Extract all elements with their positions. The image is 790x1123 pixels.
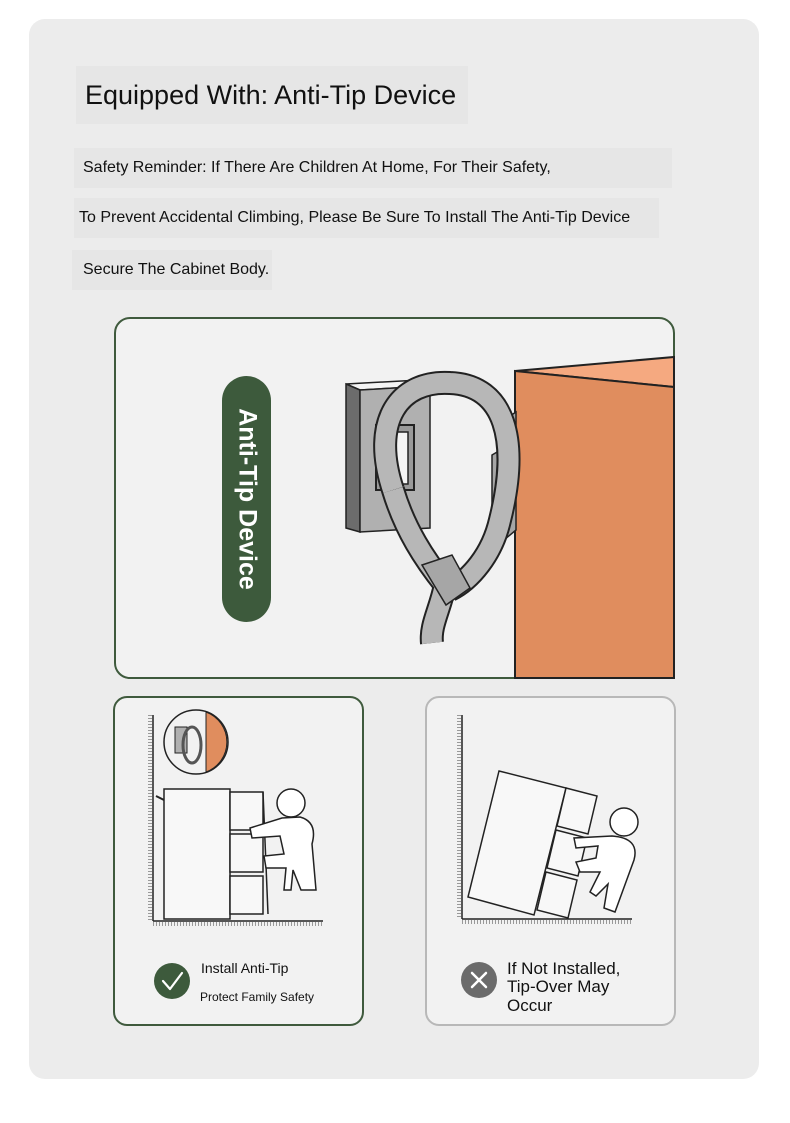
anti-tip-device-label: Anti-Tip Device — [233, 408, 261, 590]
reminder-line-2: To Prevent Accidental Climbing, Please Be Sure To Install The Anti-Tip Device — [74, 198, 659, 238]
warning-line-3: Occur — [507, 996, 553, 1015]
reminder-line-1: Safety Reminder: If There Are Children At Home, For Their Safety, — [74, 148, 672, 188]
warning-line-2: Tip-Over May — [507, 977, 610, 996]
close-circle-icon — [461, 962, 497, 998]
install-subtitle: Protect Family Safety — [200, 990, 315, 1004]
reminder-line-3: Secure The Cabinet Body. — [72, 250, 272, 290]
warning-line-1: If Not Installed, — [507, 959, 621, 978]
page-title: Equipped With: Anti-Tip Device — [76, 66, 468, 124]
install-title: Install Anti-Tip — [201, 960, 289, 976]
